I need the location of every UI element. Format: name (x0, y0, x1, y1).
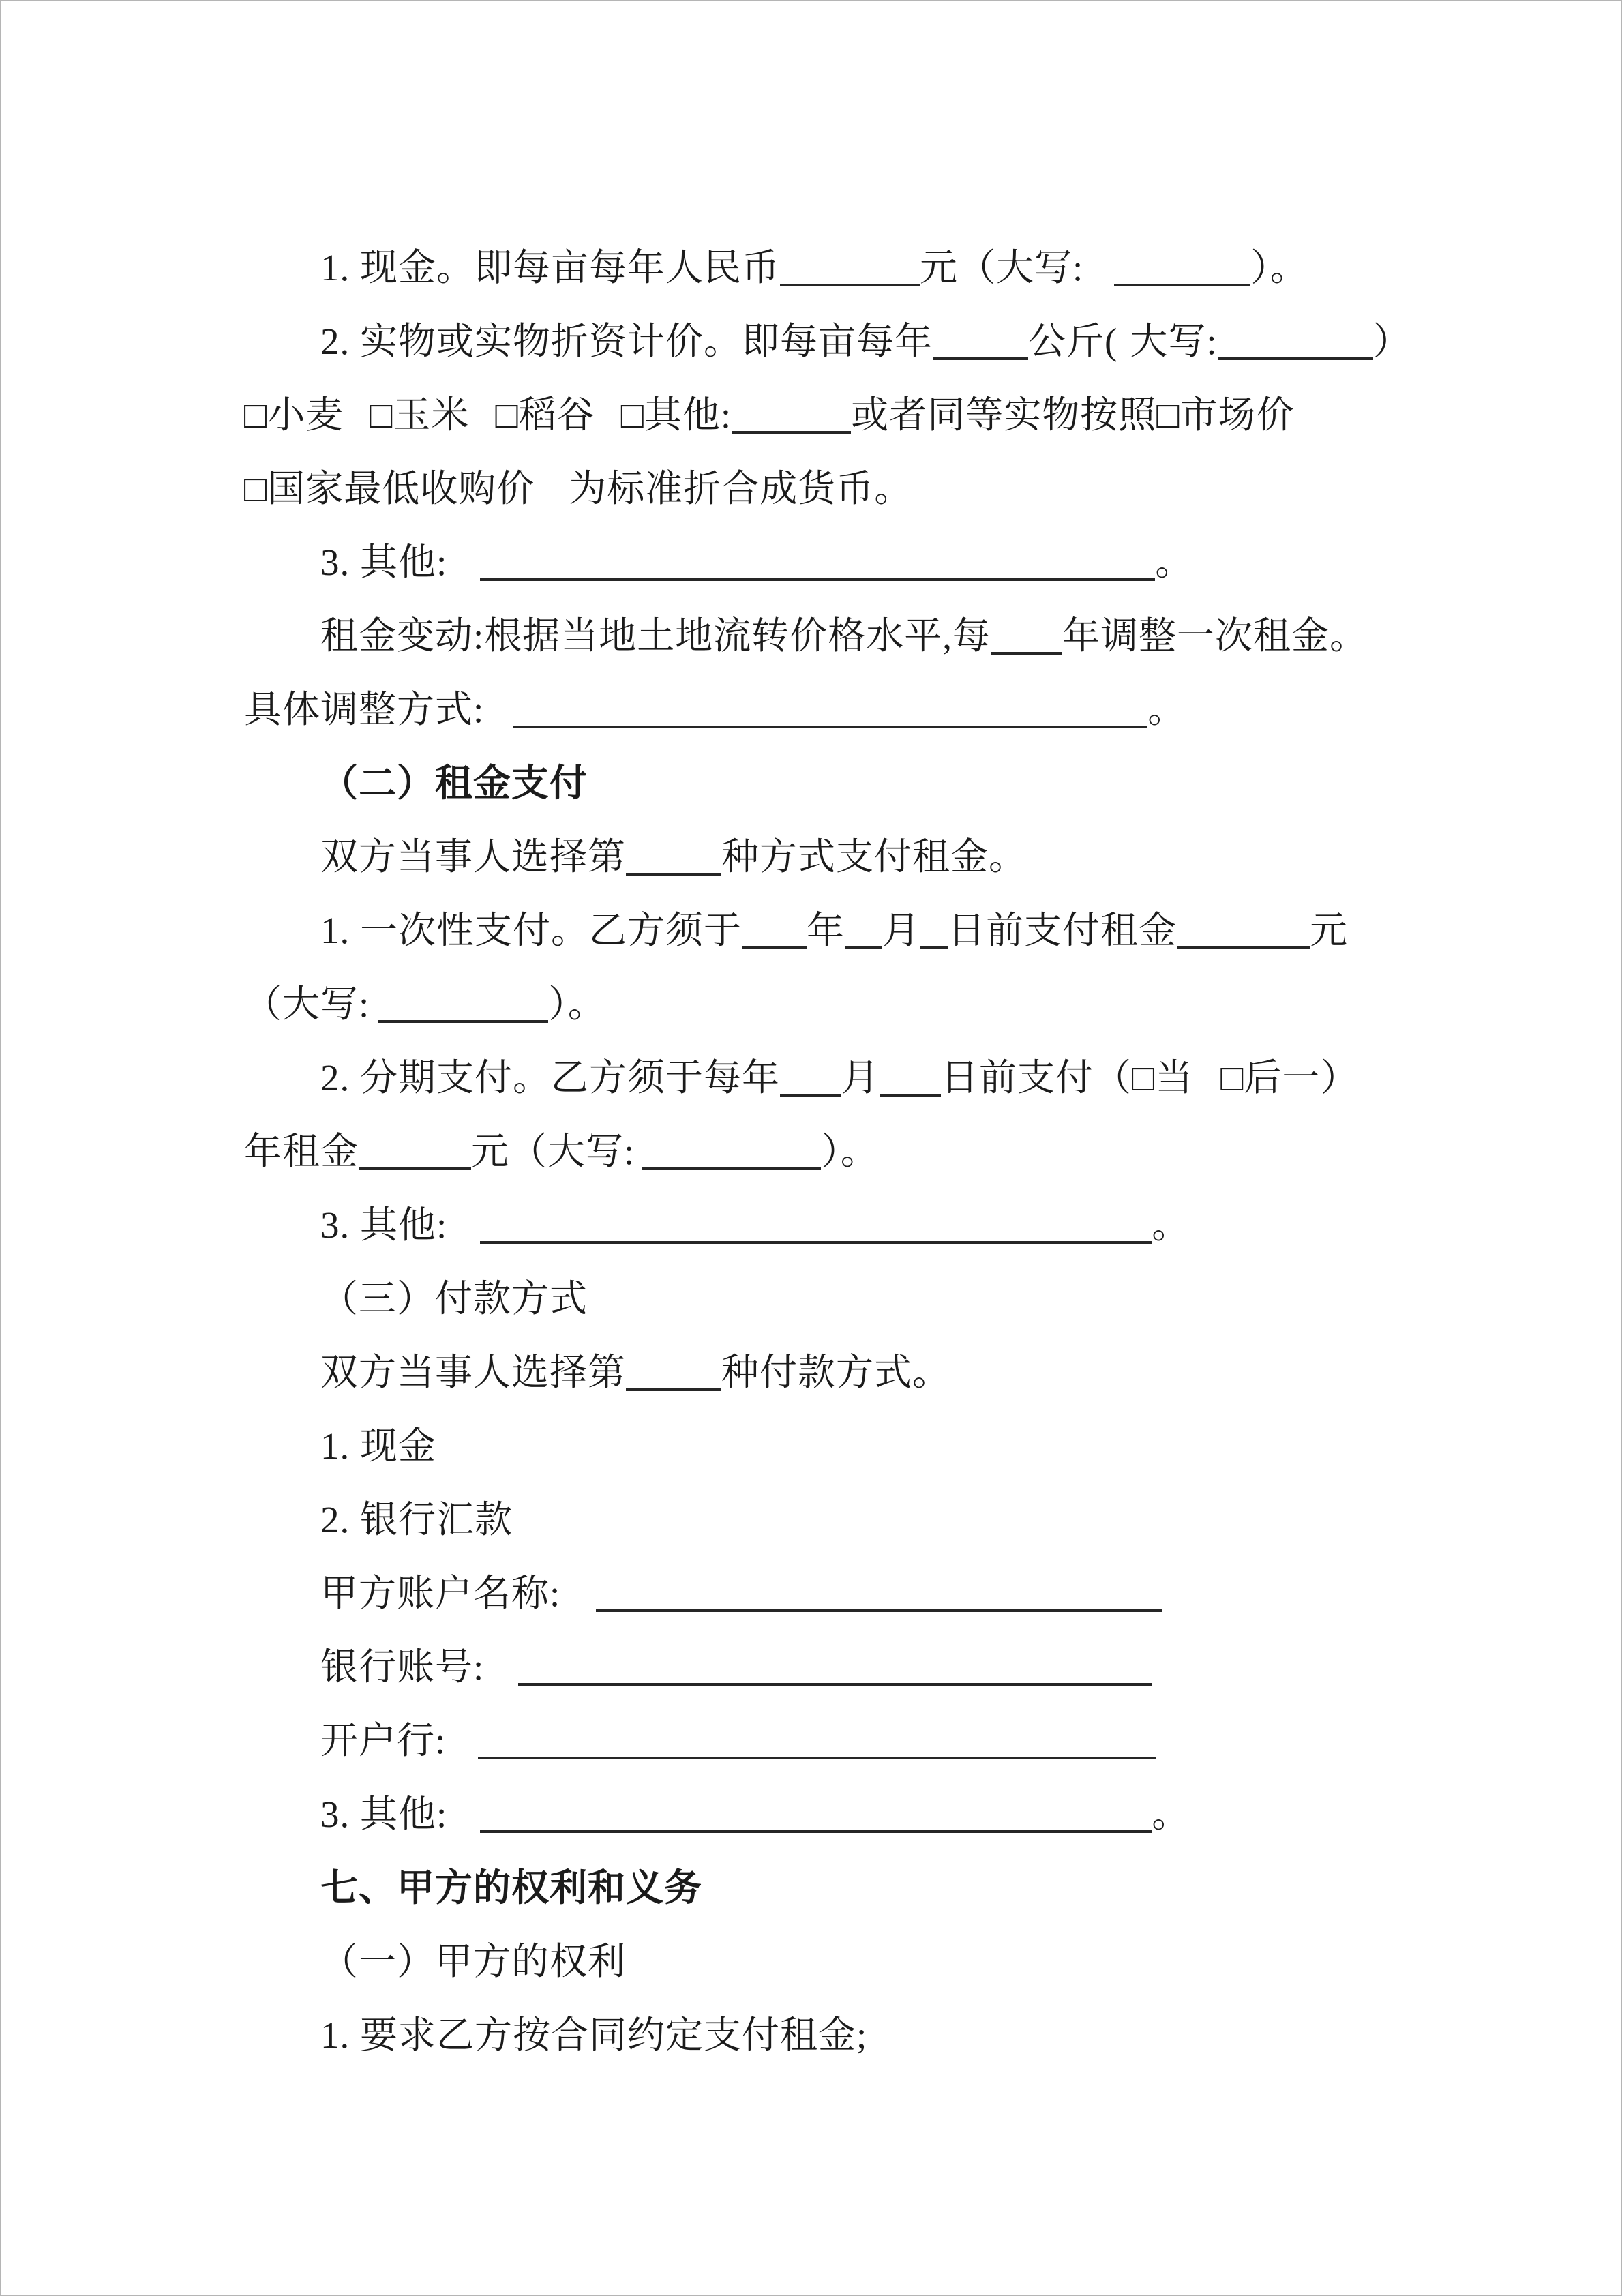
fill-in-blank-underline (513, 720, 1147, 728)
clause-rent-option-3-other (244, 526, 1403, 599)
field-bank-account-number (244, 1630, 1403, 1704)
text-run: ）。 (1250, 247, 1308, 288)
fill-in-blank-underline (642, 1162, 821, 1170)
text-run: 大写: (1130, 320, 1218, 362)
fill-in-blank-underline (732, 426, 851, 434)
text-run: 为标准折合成货币。 (569, 468, 913, 509)
checkbox-option-other: □其他: (620, 394, 732, 436)
fill-in-blank-underline (478, 1751, 1156, 1759)
spacer (469, 427, 495, 428)
text-run: 双方当事人选择第 (320, 836, 627, 878)
text-run: ） (1372, 320, 1411, 362)
clause-method-2-bank-transfer (244, 1483, 1403, 1557)
text-run: 开户行: (320, 1720, 447, 1761)
fill-in-blank-underline (845, 941, 882, 949)
text-run: 种方式支付租金。 (721, 836, 1027, 878)
text-run: 元（大写: (471, 1131, 635, 1172)
text-run: 或者同等实物按照□市场价 (851, 394, 1295, 436)
text-run: 。 (1152, 1204, 1190, 1246)
clause-payment-3-other (244, 1189, 1403, 1262)
spacer (447, 1237, 480, 1238)
fill-in-blank-underline (626, 867, 721, 876)
fill-in-blank-underline (933, 352, 1028, 360)
checkbox-option-corn: □玉米 (370, 394, 470, 436)
text-run: 1. 现金 (320, 1425, 437, 1467)
fill-in-blank-underline (480, 573, 1155, 581)
text-run: 月 (882, 910, 921, 951)
text-run: 公斤( (1028, 320, 1118, 362)
text-run: 1. 现金。即每亩每年人民币 (320, 247, 781, 288)
text-run: 。 (1155, 541, 1194, 583)
text-run: 2. 分期支付。乙方须于每年 (320, 1057, 781, 1099)
text-run: 日前支付（ (941, 1057, 1132, 1099)
text-run: 具体调整方式: (244, 689, 485, 730)
text-run: 。 (1147, 689, 1186, 730)
field-bank-branch (244, 1704, 1403, 1778)
text-run: 1. 要求乙方按合同约定支付租金; (320, 2014, 868, 2056)
text-run: 种付款方式。 (721, 1352, 951, 1393)
checkbox-price-standard-row (244, 452, 1403, 526)
text-run: 3. 其他: (320, 1793, 448, 1835)
fill-in-blank-underline (1177, 941, 1310, 949)
checkbox-option-following-year: □后一 (1220, 1057, 1321, 1099)
text-run: （三）付款方式 (320, 1278, 588, 1320)
fill-in-blank-underline (626, 1383, 721, 1391)
spacer (635, 1163, 642, 1164)
spacer (344, 427, 370, 428)
text-run: 2. 银行汇款 (320, 1499, 513, 1540)
clause-rent-option-1-cash (244, 231, 1403, 305)
spacer (1117, 353, 1130, 354)
clause-payment-1-amount-words (244, 968, 1403, 1041)
field-party-a-account-name (244, 1557, 1403, 1630)
spacer (595, 427, 621, 428)
fill-in-blank-underline (480, 1236, 1152, 1244)
text-run: 七、甲方的权利和义务 (320, 1867, 703, 1909)
text-run: （一）甲方的权利 (320, 1941, 627, 1982)
checkbox-option-paddy: □稻谷 (495, 394, 595, 436)
clause-payment-method-choice (244, 1336, 1403, 1410)
text-run: 元（大写: (920, 247, 1084, 288)
checkbox-option-state-minimum-price: □国家最低收购价 (244, 468, 535, 509)
clause-payment-1-lump-sum (244, 894, 1403, 968)
spacer (447, 1826, 480, 1827)
clause-rent-adjustment (244, 599, 1403, 673)
fill-in-blank-underline (378, 1015, 548, 1023)
clause-method-3-other (244, 1778, 1403, 1851)
text-run: 1. 一次性支付。乙方须于 (320, 910, 742, 951)
fill-in-blank-underline (880, 1088, 941, 1097)
text-run: 年 (807, 910, 845, 951)
fill-in-blank-underline (991, 646, 1062, 655)
fill-in-blank-underline (1114, 278, 1250, 286)
clause-payment-2-installments (244, 1041, 1403, 1115)
clause-payment-way-choice (244, 820, 1403, 894)
text-run: 双方当事人选择第 (320, 1352, 627, 1393)
subsection-heading-party-a-rights (244, 1925, 1403, 1999)
spacer (447, 574, 480, 575)
document-body (244, 231, 1411, 2072)
text-run: 3. 其他: (320, 541, 448, 583)
spacer (370, 1016, 378, 1017)
text-run: 银行账号: (320, 1646, 485, 1688)
text-run: （二）租金支付 (320, 762, 588, 804)
text-run: （大写: (244, 983, 370, 1025)
text-run: 甲方账户名称: (320, 1572, 561, 1614)
fill-in-blank-underline (780, 1088, 841, 1097)
spacer (484, 721, 513, 722)
text-run: ） (1320, 1057, 1359, 1099)
fill-in-blank-underline (742, 941, 807, 949)
section-heading-payment-method (244, 1262, 1403, 1336)
text-run: 月 (841, 1057, 880, 1099)
spacer (484, 1679, 518, 1680)
fill-in-blank-underline (920, 941, 948, 949)
fill-in-blank-underline (596, 1604, 1162, 1612)
text-run: 元 (1310, 910, 1349, 951)
text-run: ）。 (821, 1131, 879, 1172)
text-run: 。 (1152, 1793, 1190, 1835)
text-run: 租金变动:根据当地土地流转价格水平,每 (320, 615, 991, 657)
clause-adjustment-method (244, 673, 1403, 747)
fill-in-blank-underline (780, 278, 920, 286)
fill-in-blank-underline (518, 1678, 1152, 1686)
text-run: 2. 实物或实物折资计价。即每亩每年 (320, 320, 933, 362)
text-run: 年租金 (244, 1131, 359, 1172)
text-run: 3. 其他: (320, 1204, 448, 1246)
clause-rent-option-2-in-kind (244, 305, 1411, 378)
spacer (560, 1605, 596, 1606)
checkbox-option-wheat: □小麦 (244, 394, 344, 436)
clause-payment-2-amount (244, 1115, 1403, 1189)
section-heading-rent-payment (244, 747, 1403, 820)
text-run: 日前支付租金 (948, 910, 1177, 951)
checkbox-option-current-year: □当 (1132, 1057, 1194, 1099)
checkbox-crop-options-row (244, 378, 1403, 452)
clause-method-1-cash (244, 1410, 1403, 1483)
fill-in-blank-underline (359, 1162, 471, 1170)
clause-right-1-demand-rent (244, 1999, 1403, 2072)
section-heading-party-a-rights-obligations (244, 1851, 1403, 1925)
fill-in-blank-underline (480, 1825, 1152, 1833)
fill-in-blank-underline (1218, 352, 1373, 360)
text-run: 年调整一次租金。 (1062, 615, 1368, 657)
text-run: ）。 (548, 983, 606, 1025)
